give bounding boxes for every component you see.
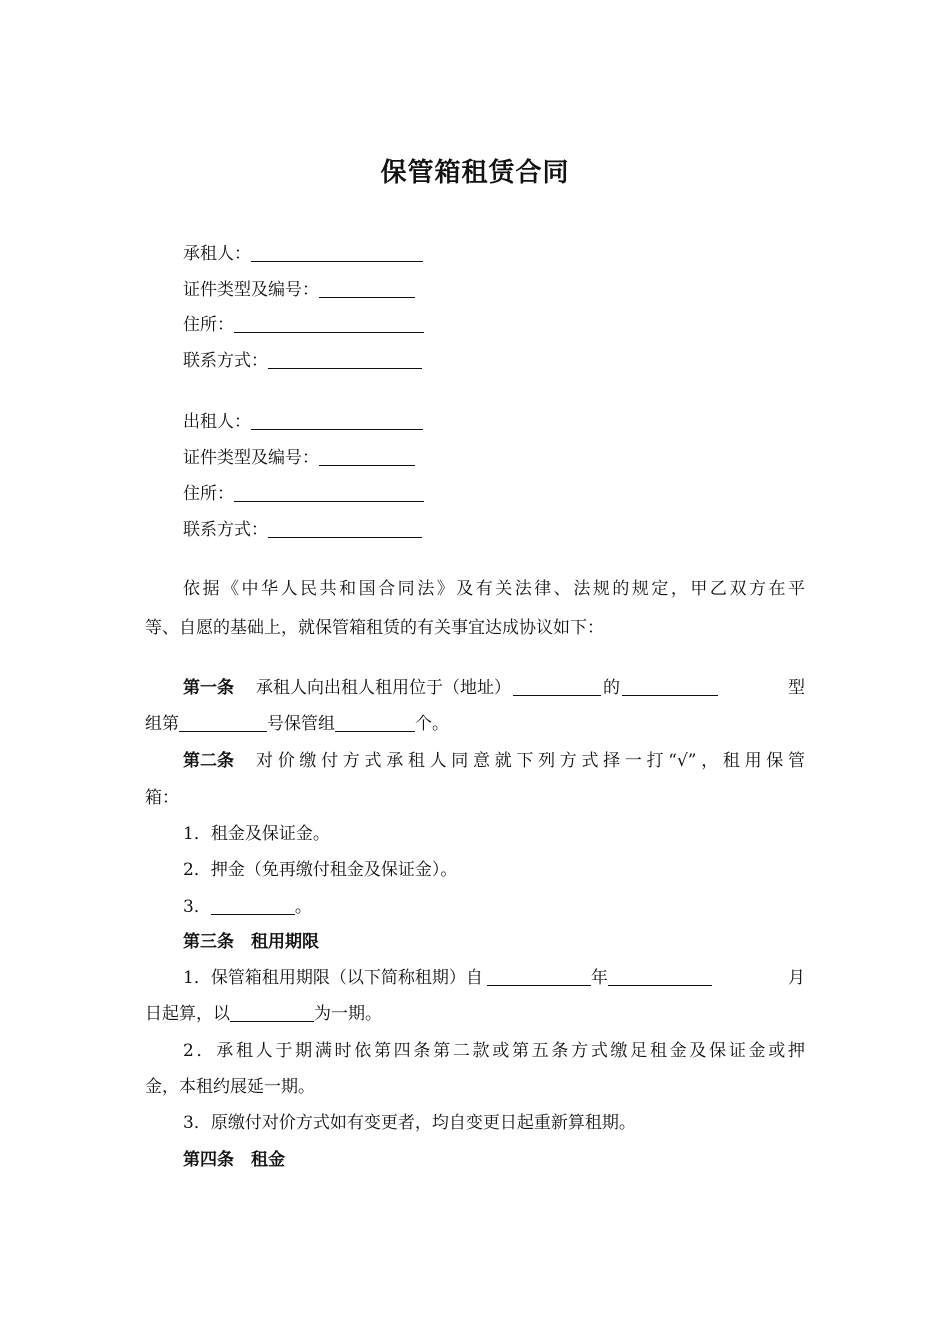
article-1-text-d: 组第 — [145, 714, 179, 734]
article-4-heading: 第四条 租金 — [183, 1150, 285, 1170]
tenant-id-row — [183, 279, 415, 301]
tenant-contact-label: 联系方式： — [183, 351, 268, 371]
article-3-period-blank[interactable] — [230, 1003, 314, 1022]
lessor-address-label: 住所： — [183, 484, 234, 504]
tenant-id-blank[interactable] — [319, 279, 415, 298]
lessor-name-label: 出租人： — [183, 412, 251, 432]
article-3-item-1-text-a: 1．保管箱租用期限（以下简称租期）自 — [183, 968, 483, 988]
article-1-count-blank[interactable] — [335, 713, 415, 732]
lessor-contact-row — [183, 519, 422, 541]
tenant-name-row — [183, 243, 423, 265]
article-3-item-1-text-c: 月 — [788, 968, 805, 988]
article-3-item-2-line-1: 2．承租人于期满时依第四条第二款或第五条方式缴足租金及保证金或押 — [183, 1041, 805, 1061]
intro-line-1: 依据《中华人民共和国合同法》及有关法律、法规的规定，甲乙双方在平 — [183, 579, 805, 599]
article-2-item-2: 2．押金（免再缴付租金及保证金）。 — [183, 860, 458, 880]
tenant-address-label: 住所： — [183, 315, 234, 335]
lessor-contact-blank[interactable] — [268, 519, 422, 538]
article-1-heading: 第一条 — [183, 678, 234, 698]
article-2-item-3-prefix: 3． — [183, 897, 211, 917]
lessor-name-row — [183, 411, 423, 433]
article-2-text: 对价缴付方式承租人同意就下列方式择一打“√”，租用保管 — [256, 751, 805, 771]
article-1-model-blank[interactable] — [622, 677, 718, 696]
article-3-item-1-line-1 — [183, 967, 805, 989]
tenant-name-blank[interactable] — [251, 243, 423, 262]
lessor-address-blank[interactable] — [234, 483, 424, 502]
tenant-id-label: 证件类型及编号： — [183, 280, 319, 300]
tenant-contact-blank[interactable] — [268, 350, 422, 369]
page-title: 保管箱租赁合同 — [380, 158, 570, 188]
article-2-item-3-blank[interactable] — [211, 896, 295, 915]
intro-line-2: 等、自愿的基础上，就保管箱租赁的有关事宜达成协议如下： — [145, 618, 604, 638]
article-3-item-3: 3．原缴付对价方式如有变更者，均自变更日起重新算租期。 — [183, 1113, 636, 1133]
article-1-line-1 — [183, 677, 805, 699]
article-2-heading: 第二条 — [183, 751, 234, 771]
article-2-item-1: 1．租金及保证金。 — [183, 824, 330, 844]
lessor-name-blank[interactable] — [251, 411, 423, 430]
tenant-address-blank[interactable] — [234, 314, 424, 333]
article-3-item-1-text-e: 为一期。 — [314, 1004, 382, 1024]
article-1-line-2 — [145, 713, 449, 735]
lessor-contact-label: 联系方式： — [183, 520, 268, 540]
article-3-year-blank[interactable] — [487, 967, 591, 986]
article-3-item-2-line-2: 金，本租约展延一期。 — [145, 1077, 315, 1097]
lessor-address-row — [183, 483, 424, 505]
article-1-text-e: 号保管组 — [267, 714, 335, 734]
tenant-address-row — [183, 314, 424, 336]
lessor-id-blank[interactable] — [319, 447, 415, 466]
article-1-address-blank[interactable] — [513, 677, 601, 696]
article-1-number-blank[interactable] — [179, 713, 267, 732]
lessor-id-row — [183, 447, 415, 469]
article-3-item-1-text-b: 年 — [590, 968, 608, 988]
tenant-contact-row — [183, 350, 422, 372]
lessor-id-label: 证件类型及编号： — [183, 448, 319, 468]
article-3-item-1-line-2 — [145, 1003, 382, 1025]
article-2-line-1 — [183, 750, 805, 772]
article-2-item-3-suffix: 。 — [294, 897, 312, 917]
article-1-text-c: 型 — [788, 678, 805, 698]
tenant-name-label: 承租人： — [183, 244, 251, 264]
article-1-text-b: 的 — [603, 678, 620, 698]
article-1-text-f: 个。 — [415, 714, 449, 734]
article-1-text-a: 承租人向出租人租用位于（地址） — [256, 678, 511, 698]
article-3-heading: 第三条 租用期限 — [183, 932, 319, 952]
article-2-line-2: 箱： — [145, 788, 179, 808]
article-3-item-1-text-d: 日起算，以 — [145, 1004, 230, 1024]
article-3-month-blank[interactable] — [608, 967, 712, 986]
article-2-item-3 — [183, 896, 312, 918]
